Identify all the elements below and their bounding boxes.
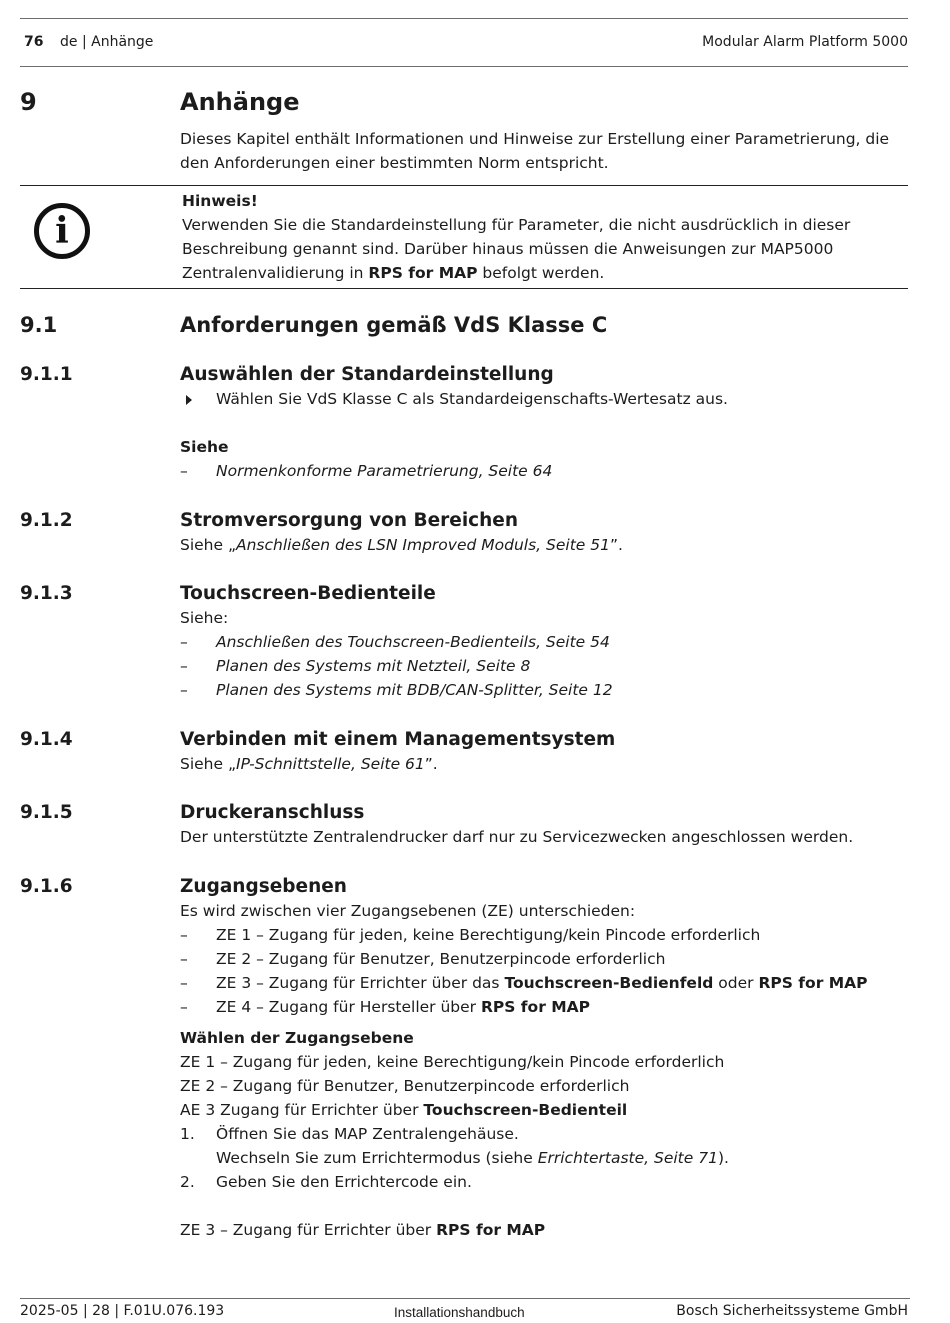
section-9-1-4-body: Siehe „IP-Schnittstelle, Seite 61”. — [180, 755, 438, 773]
numbered-step: 1. Öffnen Sie das MAP Zentralengehäuse. — [180, 1125, 519, 1143]
section-9-1-5-body: Der unterstützte Zentralendrucker darf nur zu Servicezwecken angeschlossen werden. — [180, 828, 854, 846]
sub-title: Wählen der Zugangsebene — [180, 1029, 414, 1047]
header-top-rule — [20, 18, 908, 19]
page-number: 76 — [24, 34, 44, 50]
section-9-1-6-list: Es wird zwischen vier Zugangsebenen (ZE) unterschieden: – ZE 1 – Zugang für jeden, keine Berechtigung/kein Pincode erforderlich – ZE 2 – Zugang für Benutzer, Benutzerpincode erforderlich – ZE 3 – Zugang für Errichter über das Touchscreen-Bedienfeld oder RPS for MAP – ZE 4 – Zugang für Hersteller über RPS for MAP — [180, 899, 908, 1019]
header-section: de | Anhänge — [60, 34, 154, 50]
header-bottom-rule — [20, 66, 908, 67]
cross-reference: Anschließen des LSN Improved Moduls, Seite 51 — [236, 536, 610, 554]
section-9-1-2-body: Siehe „Anschließen des LSN Improved Moduls, Seite 51”. — [180, 536, 623, 554]
section-9-1-3-number: 9.1.3 — [20, 583, 73, 604]
cross-reference: IP-Schnittstelle, Seite 61 — [236, 755, 425, 773]
notice-top-rule — [20, 185, 908, 186]
list-item: – Anschließen des Touchscreen-Bedienteils, Seite 54 — [180, 633, 610, 651]
list-item: – Planen des Systems mit Netzteil, Seite 8 — [180, 657, 531, 675]
list-item: – ZE 3 – Zugang für Errichter über das Touchscreen-Bedienfeld oder RPS for MAP — [180, 974, 868, 992]
notice-box: Hinweis! Verwenden Sie die Standardeinstellung für Parameter, die nicht ausdrücklich in dieser Beschreibung genannt sind. Darüber hinaus müssen die Anweisungen zur MAP5000 Zentralenvalidierung in RPS for MAP befolgt werden. — [182, 189, 908, 285]
section-9-1-2-title: Stromversorgung von Bereichen — [180, 510, 519, 531]
notice-title: Hinweis! — [182, 192, 258, 210]
list-item: – Planen des Systems mit BDB/CAN-Splitter, Seite 12 — [180, 681, 613, 699]
cross-reference: Errichtertaste, Seite 71 — [537, 1149, 718, 1167]
list-item: – ZE 4 – Zugang für Hersteller über RPS for MAP — [180, 998, 591, 1016]
action-step: Wählen Sie VdS Klasse C als Standardeigenschafts-Wertesatz aus. — [180, 387, 908, 411]
chapter-intro: Dieses Kapitel enthält Informationen und Hinweise zur Erstellung einer Parametrierung, die den Anforderungen einer bestimmten Norm entspricht. — [180, 130, 890, 172]
section-9-1-3-body: Siehe: – Anschließen des Touchscreen-Bedienteils, Seite 54 – Planen des Systems mit Netzteil, Seite 8 – Planen des Systems mit BDB/CAN-Splitter, Seite 12 — [180, 606, 908, 702]
section-9-1-6-title: Zugangsebenen — [180, 876, 347, 897]
chapter-title: Anhänge — [180, 88, 300, 116]
info-icon: i — [34, 203, 90, 259]
triangle-bullet-icon — [186, 395, 192, 405]
footer-company: Bosch Sicherheitssysteme GmbH — [676, 1303, 908, 1319]
chapter-number: 9 — [20, 88, 37, 116]
numbered-step: 2. Geben Sie den Errichtercode ein. — [180, 1173, 472, 1191]
section-9-1-6-number: 9.1.6 — [20, 876, 73, 897]
section-9-1-2-number: 9.1.2 — [20, 510, 73, 531]
section-9-1-1-body — [180, 387, 908, 483]
section-9-1-5-title: Druckeranschluss — [180, 802, 365, 823]
footer-doc-type: Installationshandbuch — [394, 1305, 525, 1320]
section-9-1-4-title: Verbinden mit einem Managementsystem — [180, 729, 616, 750]
header-product: Modular Alarm Platform 5000 — [702, 34, 908, 50]
section-9-1-4-number: 9.1.4 — [20, 729, 73, 750]
numbered-step-continued: Wechseln Sie zum Errichtermodus (siehe Errichtertaste, Seite 71). — [216, 1149, 729, 1167]
section-9-1-title: Anforderungen gemäß VdS Klasse C — [180, 313, 608, 337]
footer-rule — [20, 1298, 910, 1299]
see-label: Siehe — [180, 438, 229, 456]
list-item: – Normenkonforme Parametrierung, Seite 64 — [180, 462, 553, 480]
section-9-1-1-number: 9.1.1 — [20, 364, 73, 385]
section-9-1-number: 9.1 — [20, 313, 58, 337]
footer-doc-id: 2025-05 | 28 | F.01U.076.193 — [20, 1303, 225, 1319]
section-9-1-5-number: 9.1.5 — [20, 802, 73, 823]
section-9-1-3-title: Touchscreen-Bedienteile — [180, 583, 436, 604]
section-9-1-6-procedure: Wählen der Zugangsebene ZE 1 – Zugang für jeden, keine Berechtigung/kein Pincode erforderlich ZE 2 – Zugang für Benutzer, Benutzerpincode erforderlich AE 3 Zugang für Errichter über Touchscreen-Bedienteil 1. Öffnen Sie das MAP Zentralengehäuse. Wechseln Sie zum Errichtermodus (siehe Errichtertaste, Seite 71). 2. Geben Sie den Errichtercode ein. ZE 3 – Zugang für Errichter über RPS for MAP — [180, 1026, 908, 1242]
section-9-1-1-title: Auswählen der Standardeinstellung — [180, 364, 554, 385]
list-item: – ZE 2 – Zugang für Benutzer, Benutzerpincode erforderlich — [180, 950, 666, 968]
list-item: – ZE 1 – Zugang für jeden, keine Berechtigung/kein Pincode erforderlich — [180, 926, 761, 944]
notice-bottom-rule — [20, 288, 908, 289]
